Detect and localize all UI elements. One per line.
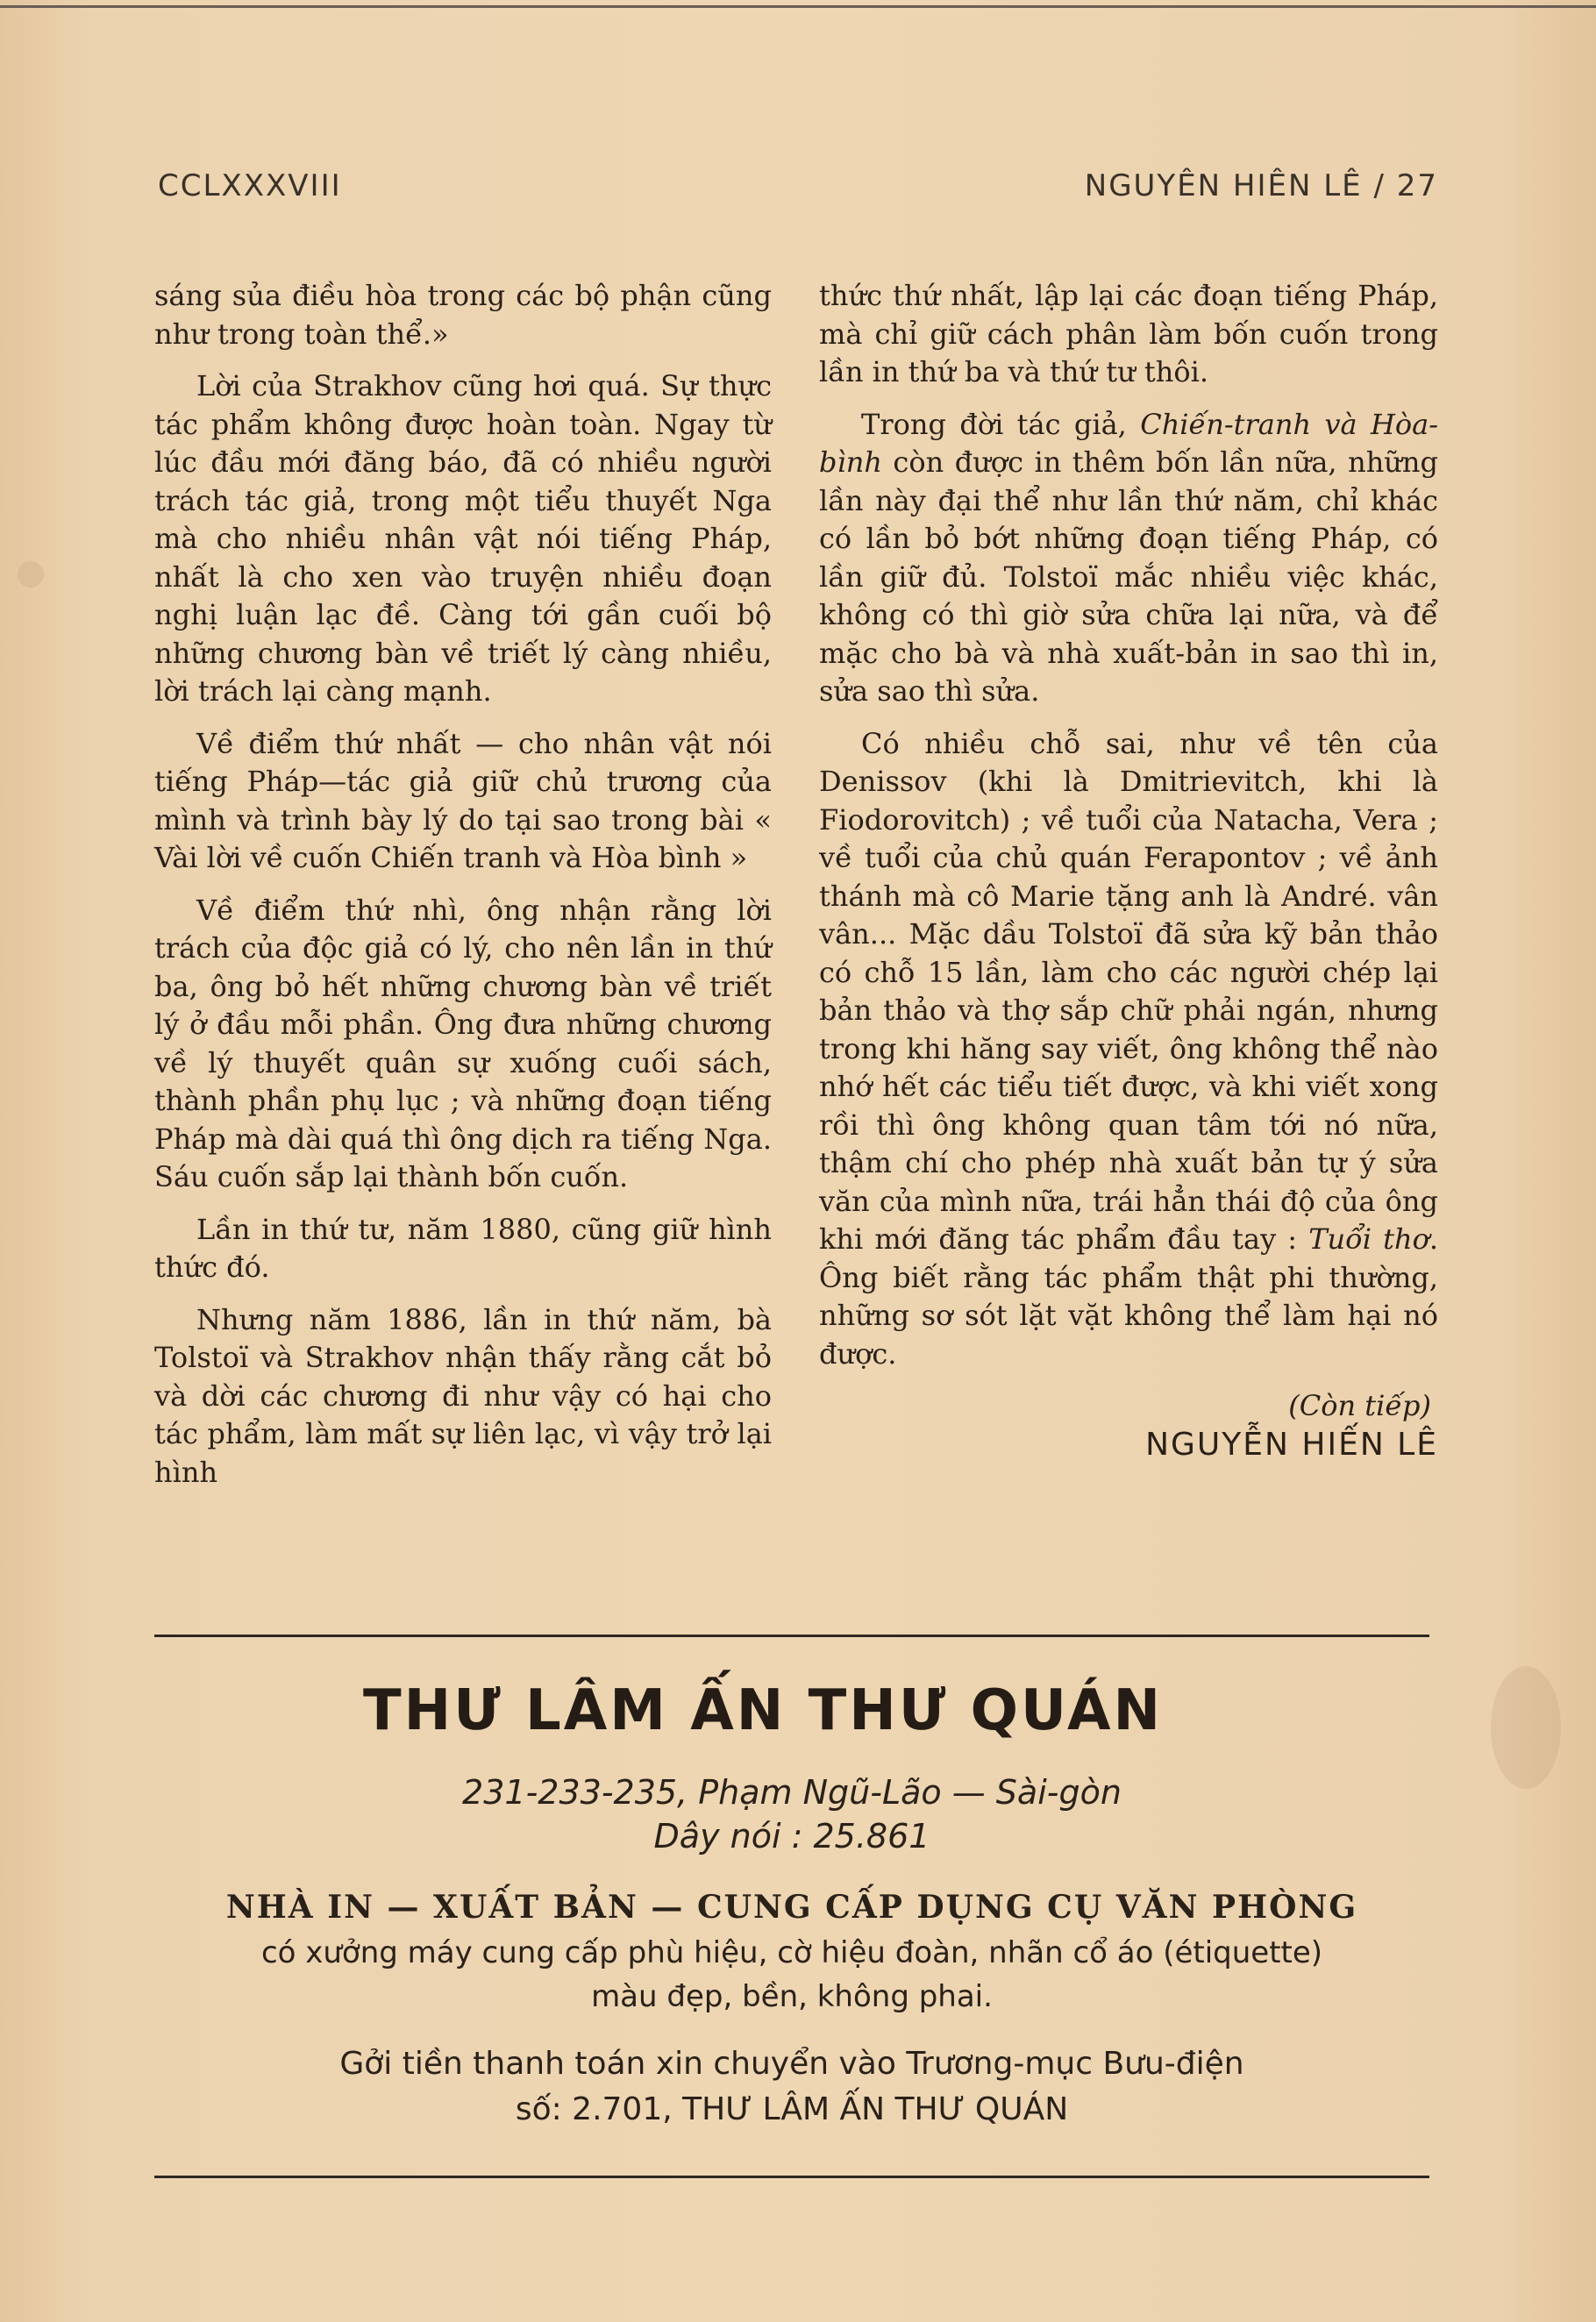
paragraph: thức thứ nhất, lập lại các đoạn tiếng Pháp, mà chỉ giữ cách phân làm bốn cuốn trong lần in thứ ba và thứ tư thôi.: [819, 279, 1438, 388]
text-run: . Ông biết rằng tác phẩm thật phi thường, những sơ sót lặt vặt không thể làm hại nó được.: [819, 1222, 1439, 1371]
ad-business-name: THƯ LÂM ẤN THƯ QUÁN: [363, 1678, 1164, 1743]
paragraph: Lời của Strakhov cũng hơi quá. Sự thực tác phẩm không được hoàn toàn. Ngay từ lúc đầu mới đăng báo, đã có nhiều người trách tác giả, trong một tiểu thuyết Nga mà cho nhiều nhân vật nói tiếng Pháp, nhất là cho xen vào truyện nhiều đoạn nghị luận lạc đề. Càng tới gần cuối bộ những chương bàn về triết lý càng nhiều, lời trách lại càng mạnh.: [154, 369, 772, 708]
paragraph: [819, 406, 1438, 711]
ad-services: NHÀ IN — XUẤT BẢN — CUNG CẤP DỤNG CỤ VĂN PHÒNG: [225, 1889, 1358, 1926]
paragraph: Nhưng năm 1886, lần in thứ năm, bà Tolstoï và Strakhov nhận thấy rằng cắt bỏ và dời các chương đi như vậy có hại cho tác phẩm, làm mất sự liên lạc, vì vậy trở lại hình: [154, 1302, 772, 1489]
book-title: Chiến-tranh và Hòa-bình: [819, 407, 1439, 479]
ad-payment-line: số: 2.701, THƯ LÂM ẤN THƯ QUÁN: [515, 2091, 1069, 2127]
paragraph: Lần in thứ tư, năm 1880, cũng giữ hình thức đó.: [154, 1212, 772, 1284]
text-run: Trong đời tác giả,: [861, 407, 1141, 441]
running-header: [158, 168, 1438, 212]
ad-phone: Dây nói : 25.861: [653, 1817, 930, 1855]
ad-payment-line: Gởi tiền thanh toán xin chuyển vào Trương-mục Bưu-điện: [339, 2046, 1244, 2082]
text-run: Có nhiều chỗ sai, như về tên của Denissov (khi là Dmitrievitch, khi là Fiodorovitch) ; về tuổi của Natacha, Vera ; về tuổi của chủ quán Ferapontov ; về ảnh thánh mà cô Marie tặng anh là André. vân vân... Mặc dầu Tolstoï đã sửa kỹ bản thảo có chỗ 15 lần, làm cho các người chép lại bản thảo và thợ sắp chữ phải ngán, nhưng trong khi hăng say viết, ông không thể nào nhớ hết các tiểu tiết được, và khi viết xong rồi thì ông không quan tâm tới nó nữa, thậm chí cho phép nhà xuất bản tự ý sửa văn của mình nữa, trái hẳn thái độ của ông khi mới đăng tác phẩm đầu tay :: [819, 726, 1438, 1256]
author-page-number: NGUYÊN HIÊN LÊ / 27: [1084, 168, 1438, 203]
ad-payment-info: [154, 2041, 1429, 2133]
section-numeral: CCLXXXVIII: [158, 168, 342, 203]
right-column: [819, 277, 1438, 1464]
author-signature: NGUYỄN HIẾN LÊ: [1145, 1426, 1438, 1463]
paragraph: sáng sủa điều hòa trong các bộ phận cũng như trong toàn thể.»: [154, 279, 772, 351]
paper-stain: [18, 561, 44, 588]
book-title: Tuổi thơ: [1308, 1222, 1429, 1256]
top-edge-line: [0, 5, 1596, 8]
ad-top-rule: [154, 1635, 1429, 1637]
advertisement: [154, 1649, 1429, 2133]
text-run: còn được in thêm bốn lần nữa, những lần này đại thể như lần thứ năm, chỉ khác có lần bỏ bớt những đoạn tiếng Pháp, có lần giữ đủ. Tolstoï mắc nhiều việc khác, không có thì giờ sửa chữa lại nữa, và để mặc cho bà và nhà xuất-bản in sao thì in, sửa sao thì sửa.: [819, 445, 1438, 708]
paragraph: [819, 725, 1438, 1374]
ad-bottom-rule: [154, 2176, 1429, 2178]
ad-description-line: có xưởng máy cung cấp phù hiệu, cờ hiệu đoàn, nhãn cổ áo (étiquette): [260, 1935, 1323, 1970]
left-column: [154, 277, 772, 1506]
ad-description-line: màu đẹp, bền, không phai.: [591, 1979, 993, 2014]
ad-address: 231-233-235, Phạm Ngũ-Lão — Sài-gòn: [462, 1773, 1122, 1812]
paragraph: Về điểm thứ nhất — cho nhân vật nói tiếng Pháp—tác giả giữ chủ trương của mình và trình bày lý do tại sao trong bài « Vài lời về cuốn Chiến tranh và Hòa bình »: [154, 726, 772, 874]
paragraph: Về điểm thứ nhì, ông nhận rằng lời trách của độc giả có lý, cho nên lần in thứ ba, ông bỏ hết những chương bàn về triết lý ở đầu mỗi phần. Ông đưa những chương về lý thuyết quân sự xuống cuối sách, thành phần phụ lục ; và những đoạn tiếng Pháp mà dài quá thì ông dịch ra tiếng Nga. Sáu cuốn sắp lại thành bốn cuốn.: [154, 893, 772, 1193]
ad-description: [154, 1931, 1429, 2019]
continued-note: (Còn tiếp): [1288, 1389, 1431, 1422]
paper-stain: [1491, 1666, 1561, 1789]
